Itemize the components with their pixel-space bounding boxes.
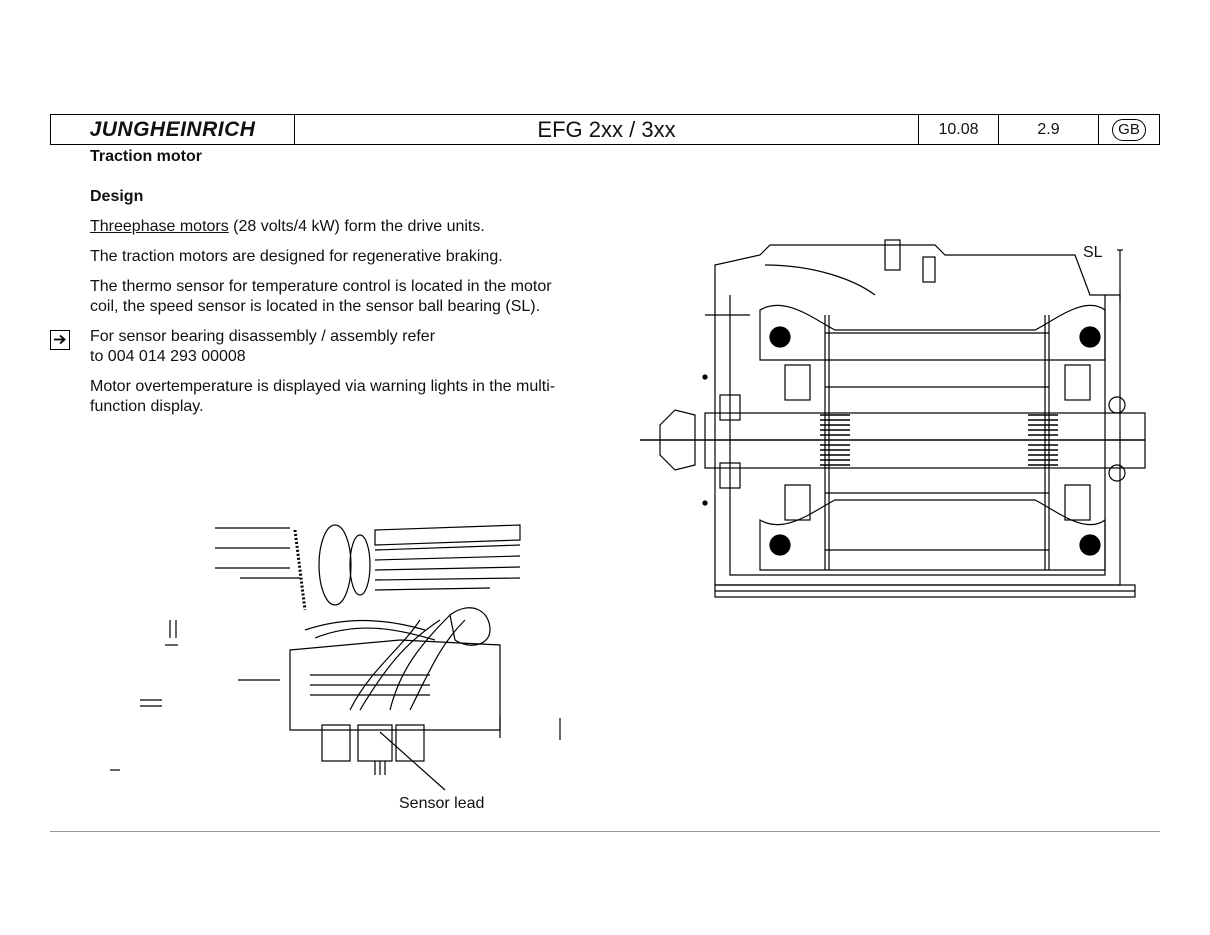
brand-logo-text: JUNGHEINRICH: [89, 117, 256, 141]
arrow-right-icon-glyph: [51, 331, 68, 348]
bottom-rule: [50, 831, 1160, 832]
motor-section-figure: [635, 235, 1155, 615]
threephase-motors-link[interactable]: Threephase motors: [90, 218, 229, 235]
language-badge: [1099, 115, 1159, 144]
revision-date: [919, 115, 999, 144]
sensor-lead-label: Sensor lead: [399, 795, 485, 810]
model-title-text: EFG 2xx / 3xx: [537, 116, 676, 142]
paragraph-sensor-line2: coil, the speed sensor is located in the sensor ball bearing (SL).: [90, 298, 541, 315]
paragraph-reference-line2: to 004 014 293 00008: [90, 348, 246, 365]
page-number: [999, 115, 1099, 144]
paragraph-braking: The traction motors are designed for regenerative braking.: [90, 248, 503, 265]
sensor-lead-figure: [90, 470, 570, 810]
model-title: [295, 115, 919, 144]
paragraph-sensor-line1: The thermo sensor for temperature control is located in the motor: [90, 278, 552, 295]
sl-label: SL: [1083, 244, 1103, 261]
language-badge-text: GB: [1112, 119, 1146, 141]
paragraph-motors-rest: (28 volts/4 kW) form the drive units.: [228, 218, 485, 235]
arrow-right-icon: [50, 330, 70, 350]
paragraph-overtemp-line1: Motor overtemperature is displayed via warning lights in the multi-: [90, 378, 556, 395]
paragraph-motors: [90, 217, 485, 237]
subsection-title: Design: [90, 188, 144, 205]
section-title: Traction motor: [90, 148, 203, 165]
revision-date-text: 10.08: [938, 120, 979, 138]
page-number-text: 2.9: [1037, 120, 1060, 138]
page-header: [50, 114, 1160, 145]
paragraph-reference-line1: For sensor bearing disassembly / assembly refer: [90, 328, 436, 345]
brand-logo: [51, 115, 295, 144]
paragraph-overtemp-line2: function display.: [90, 398, 204, 415]
